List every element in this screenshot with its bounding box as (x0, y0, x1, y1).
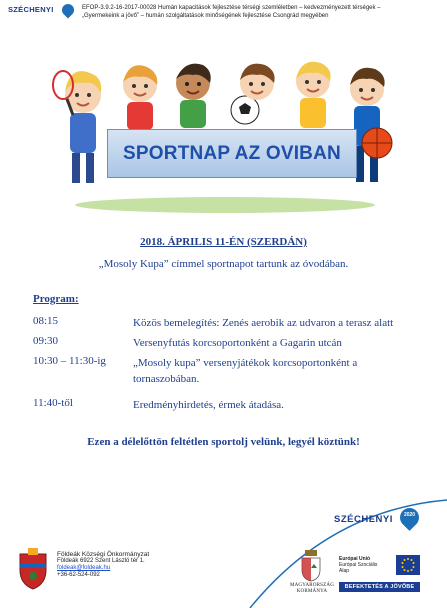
program-desc: Eredményhirdetés, érmek átadása. (133, 399, 284, 411)
program-desc: Közös bemelegítés: Zenés aerobik az udvaron a terasz alatt (133, 317, 394, 329)
kid-5 (296, 62, 331, 128)
program-time: 08:15 (33, 315, 59, 327)
foldeak-crest-icon (14, 546, 52, 590)
program-desc: Versenyfutás korcsoportonként a Gagarin utcán (133, 337, 342, 349)
eu-fund-label (339, 556, 377, 574)
program-heading: Program: (33, 293, 79, 305)
event-date: 2018. ÁPRILIS 11-ÉN (SZERDÁN) (140, 236, 307, 248)
brand-word: SZÉCHENYI (8, 5, 54, 14)
gov-line-2: KORMÁNYA (296, 589, 328, 594)
municipality-address: Földeák 6922 Szent László tér 1. (57, 558, 145, 564)
eu-line-3: Alap (339, 568, 350, 574)
project-header (82, 5, 442, 20)
closing-text: Ezen a délelőttön feltétlen sportolj velünk, legyél köztünk! (87, 436, 360, 448)
project-line-2: „Gyermekeink a jövő” – humán szolgáltatások minőségének fejlesztése Csongrád megyében (82, 12, 329, 19)
municipality-name: Földeák Községi Önkormányzat (57, 551, 150, 558)
brand-number: 2020 (403, 512, 416, 518)
kid-4 (240, 64, 275, 100)
location-pin-icon (60, 2, 77, 19)
eu-investment-bar: BEFEKTETÉS A JÖVŐBE (339, 582, 420, 592)
municipality-info (57, 551, 149, 579)
soccer-ball-icon (231, 96, 259, 124)
brand-word: SZÉCHENYI (334, 514, 393, 525)
municipality-email-link[interactable]: foldeak@foldeak.hu (57, 565, 111, 571)
kid-2 (123, 65, 157, 130)
gov-line-1: MAGYARORSZÁG (289, 583, 335, 588)
basketball-icon (362, 128, 392, 158)
eu-line-1: Európai Unió (339, 556, 371, 562)
program-time: 10:30 – 11:30-ig (33, 355, 106, 367)
intro-text: „Mosoly Kupa” címmel sportnapot tartunk az óvodában. (98, 258, 349, 270)
program-desc: „Mosoly kupa” versenyjátékok korcsoportonként a tornaszobában. (133, 357, 358, 385)
program-time: 09:30 (33, 335, 59, 347)
project-line-1: EFOP-3.9.2-16-2017-00028 Humán kapacitások fejlesztése térségi szemléletben – kedvezményezett térségek – (82, 5, 381, 11)
kid-1 (65, 71, 101, 183)
hungary-coat-of-arms-icon (300, 550, 322, 582)
szechenyi-logo-top (8, 4, 74, 18)
kid-3 (176, 64, 211, 128)
eu-line-2: Európai Szociális (339, 562, 378, 568)
program-time: 11:40-től (33, 397, 73, 409)
page-title: SPORTNAP AZ OVIBAN (123, 143, 341, 164)
government-label (282, 583, 342, 595)
eu-flag-icon (396, 555, 420, 575)
municipality-phone: +36-62-524-092 (57, 572, 100, 578)
